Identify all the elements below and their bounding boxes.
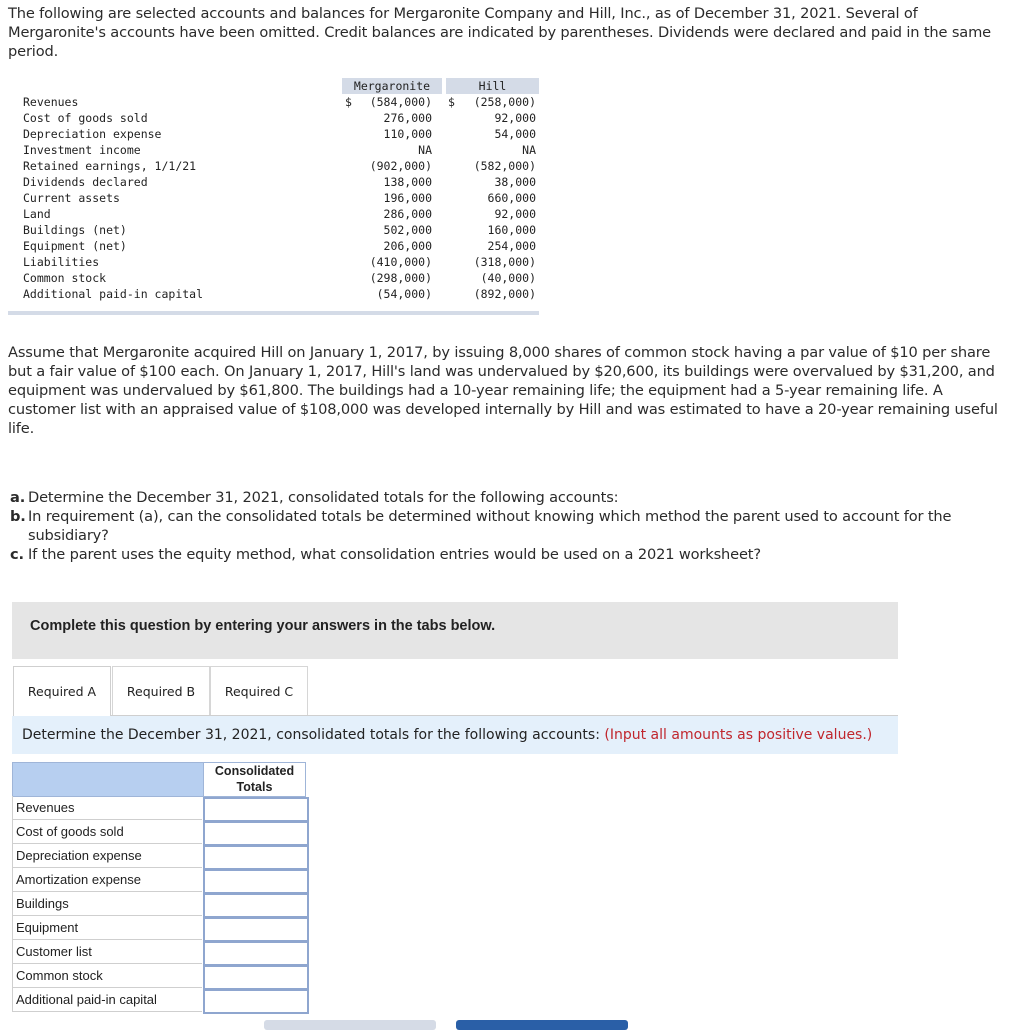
prev-button[interactable] [264, 1020, 436, 1030]
answer-row [12, 844, 306, 868]
row-label: Current assets [23, 191, 120, 205]
row-label: Dividends declared [23, 175, 148, 189]
table-row [8, 110, 539, 126]
mergaronite-value: 110,000 [383, 127, 432, 141]
row-label: Retained earnings, 1/1/21 [23, 159, 197, 173]
mergaronite-value: 286,000 [383, 207, 432, 221]
mergaronite-value: (902,000) [369, 159, 432, 173]
row-label: Liabilities [23, 255, 100, 269]
answer-row-label: Amortization expense [12, 868, 202, 892]
tab-required-c[interactable]: Required C [210, 666, 308, 717]
requirement-a: a. Determine the December 31, 2021, consolidated totals for the following accounts: [10, 489, 619, 506]
hill-value: (258,000) [473, 95, 536, 109]
consolidated-total-input[interactable] [203, 797, 309, 822]
answer-row [12, 796, 306, 820]
intro-paragraph: The following are selected accounts and balances for Mergaronite Company and Hill, Inc., as of December 31, 2021. Several of Mergaronite's accounts have been omitted. Credit balances are indicated by parentheses. Dividends were declared and paid in the same period. [8, 5, 991, 60]
consolidated-total-input[interactable] [203, 941, 309, 966]
col-header-mergaronite: Mergaronite [353, 79, 431, 93]
hill-value: 38,000 [494, 175, 536, 189]
answer-row-label: Cost of goods sold [12, 820, 202, 844]
requirement-b: b. In requirement (a), can the consolidated totals be determined without knowing which method the parent used to account for the subsidiary? [10, 508, 952, 544]
answer-row [12, 916, 306, 940]
answer-row-label: Additional paid-in capital [12, 988, 202, 1012]
answer-row-label: Revenues [12, 796, 202, 820]
answer-row-label: Customer list [12, 940, 202, 964]
col-header-hill: Hill [478, 79, 507, 93]
requirement-c: c. If the parent uses the equity method, what consolidation entries would be used on a 2021 worksheet? [10, 546, 761, 563]
row-label: Land [23, 207, 51, 221]
table-bottom-rule [8, 311, 539, 315]
answer-row [12, 940, 306, 964]
consolidated-total-input[interactable] [203, 989, 309, 1014]
consolidated-total-input[interactable] [203, 893, 309, 918]
row-label: Common stock [23, 271, 107, 285]
answer-row-label: Depreciation expense [12, 844, 202, 868]
table-row [8, 254, 539, 270]
consolidated-total-input[interactable] [203, 965, 309, 990]
table-row [8, 190, 539, 206]
table-row [8, 94, 539, 110]
table-row [8, 286, 539, 302]
consolidated-total-input[interactable] [203, 845, 309, 870]
mergaronite-value: (54,000) [376, 287, 432, 301]
row-label: Equipment (net) [23, 239, 127, 253]
hill-value: (40,000) [480, 271, 536, 285]
row-label: Additional paid-in capital [23, 287, 204, 301]
answer-row [12, 988, 306, 1012]
answer-header-consolidated-totals: Consolidated Totals [203, 762, 306, 797]
mergaronite-value: (410,000) [369, 255, 432, 269]
hill-value: 54,000 [494, 127, 536, 141]
table-row [8, 174, 539, 190]
table-row [8, 270, 539, 286]
answer-row [12, 892, 306, 916]
answer-row [12, 820, 306, 844]
mergaronite-value: 276,000 [383, 111, 432, 125]
consolidated-total-input[interactable] [203, 869, 309, 894]
row-label: Buildings (net) [23, 223, 127, 237]
question-text: Determine the December 31, 2021, consolidated totals for the following accounts: [22, 727, 600, 743]
instruction-banner [12, 602, 898, 659]
row-label: Cost of goods sold [23, 111, 148, 125]
consolidated-total-input[interactable] [203, 821, 309, 846]
table-row [8, 238, 539, 254]
instruction-text: Complete this question by entering your answers in the tabs below. [30, 618, 496, 634]
mergaronite-value: 502,000 [383, 223, 432, 237]
hill-value: (892,000) [473, 287, 536, 301]
hill-value: 92,000 [494, 111, 536, 125]
answer-row-label: Common stock [12, 964, 202, 988]
hill-value: (582,000) [473, 159, 536, 173]
table-row [8, 126, 539, 142]
answer-header-blank [12, 762, 204, 797]
accounts-table [8, 78, 539, 315]
table-row [8, 222, 539, 238]
row-label: Investment income [23, 143, 141, 157]
requirements-list [10, 488, 1000, 564]
row-label: Depreciation expense [23, 127, 162, 141]
table-row [8, 142, 539, 158]
mergaronite-value: 196,000 [383, 191, 432, 205]
next-button[interactable] [456, 1020, 628, 1030]
dollar-sign: $ [448, 95, 455, 109]
hill-value: 160,000 [487, 223, 536, 237]
answer-row-label: Equipment [12, 916, 202, 940]
answer-row-label: Buildings [12, 892, 202, 916]
hill-value: 660,000 [487, 191, 536, 205]
assumption-paragraph: Assume that Mergaronite acquired Hill on January 1, 2017, by issuing 8,000 shares of common stock having a par value of $10 per share but a fair value of $100 each. On January 1, 2017, Hill's land was undervalued by $20,600, its buildings were overvalued by $31,200, and equipment was undervalued by $61,800. The buildings had a 10-year remaining life; the equipment had a 5-year remaining life. A customer list with an appraised value of $108,000 was developed internally by Hill and was estimated to have a 20-year remaining useful life. [8, 344, 998, 437]
question-bar [12, 716, 898, 754]
answer-row [12, 868, 306, 892]
mergaronite-value: NA [418, 143, 432, 157]
hill-value: (318,000) [473, 255, 536, 269]
hill-value: 92,000 [494, 207, 536, 221]
consolidated-total-input[interactable] [203, 917, 309, 942]
dollar-sign: $ [345, 95, 352, 109]
mergaronite-value: (298,000) [369, 271, 432, 285]
hill-value: NA [522, 143, 536, 157]
mergaronite-value: 138,000 [383, 175, 432, 189]
mergaronite-value: (584,000) [369, 95, 432, 109]
table-row [8, 206, 539, 222]
hill-value: 254,000 [487, 239, 536, 253]
question-note: (Input all amounts as positive values.) [604, 727, 873, 743]
answer-row [12, 964, 306, 988]
row-label: Revenues [23, 95, 79, 109]
mergaronite-value: 206,000 [383, 239, 432, 253]
tab-required-b[interactable]: Required B [112, 666, 210, 717]
tab-required-a[interactable]: Required A [13, 666, 111, 717]
table-row [8, 158, 539, 174]
